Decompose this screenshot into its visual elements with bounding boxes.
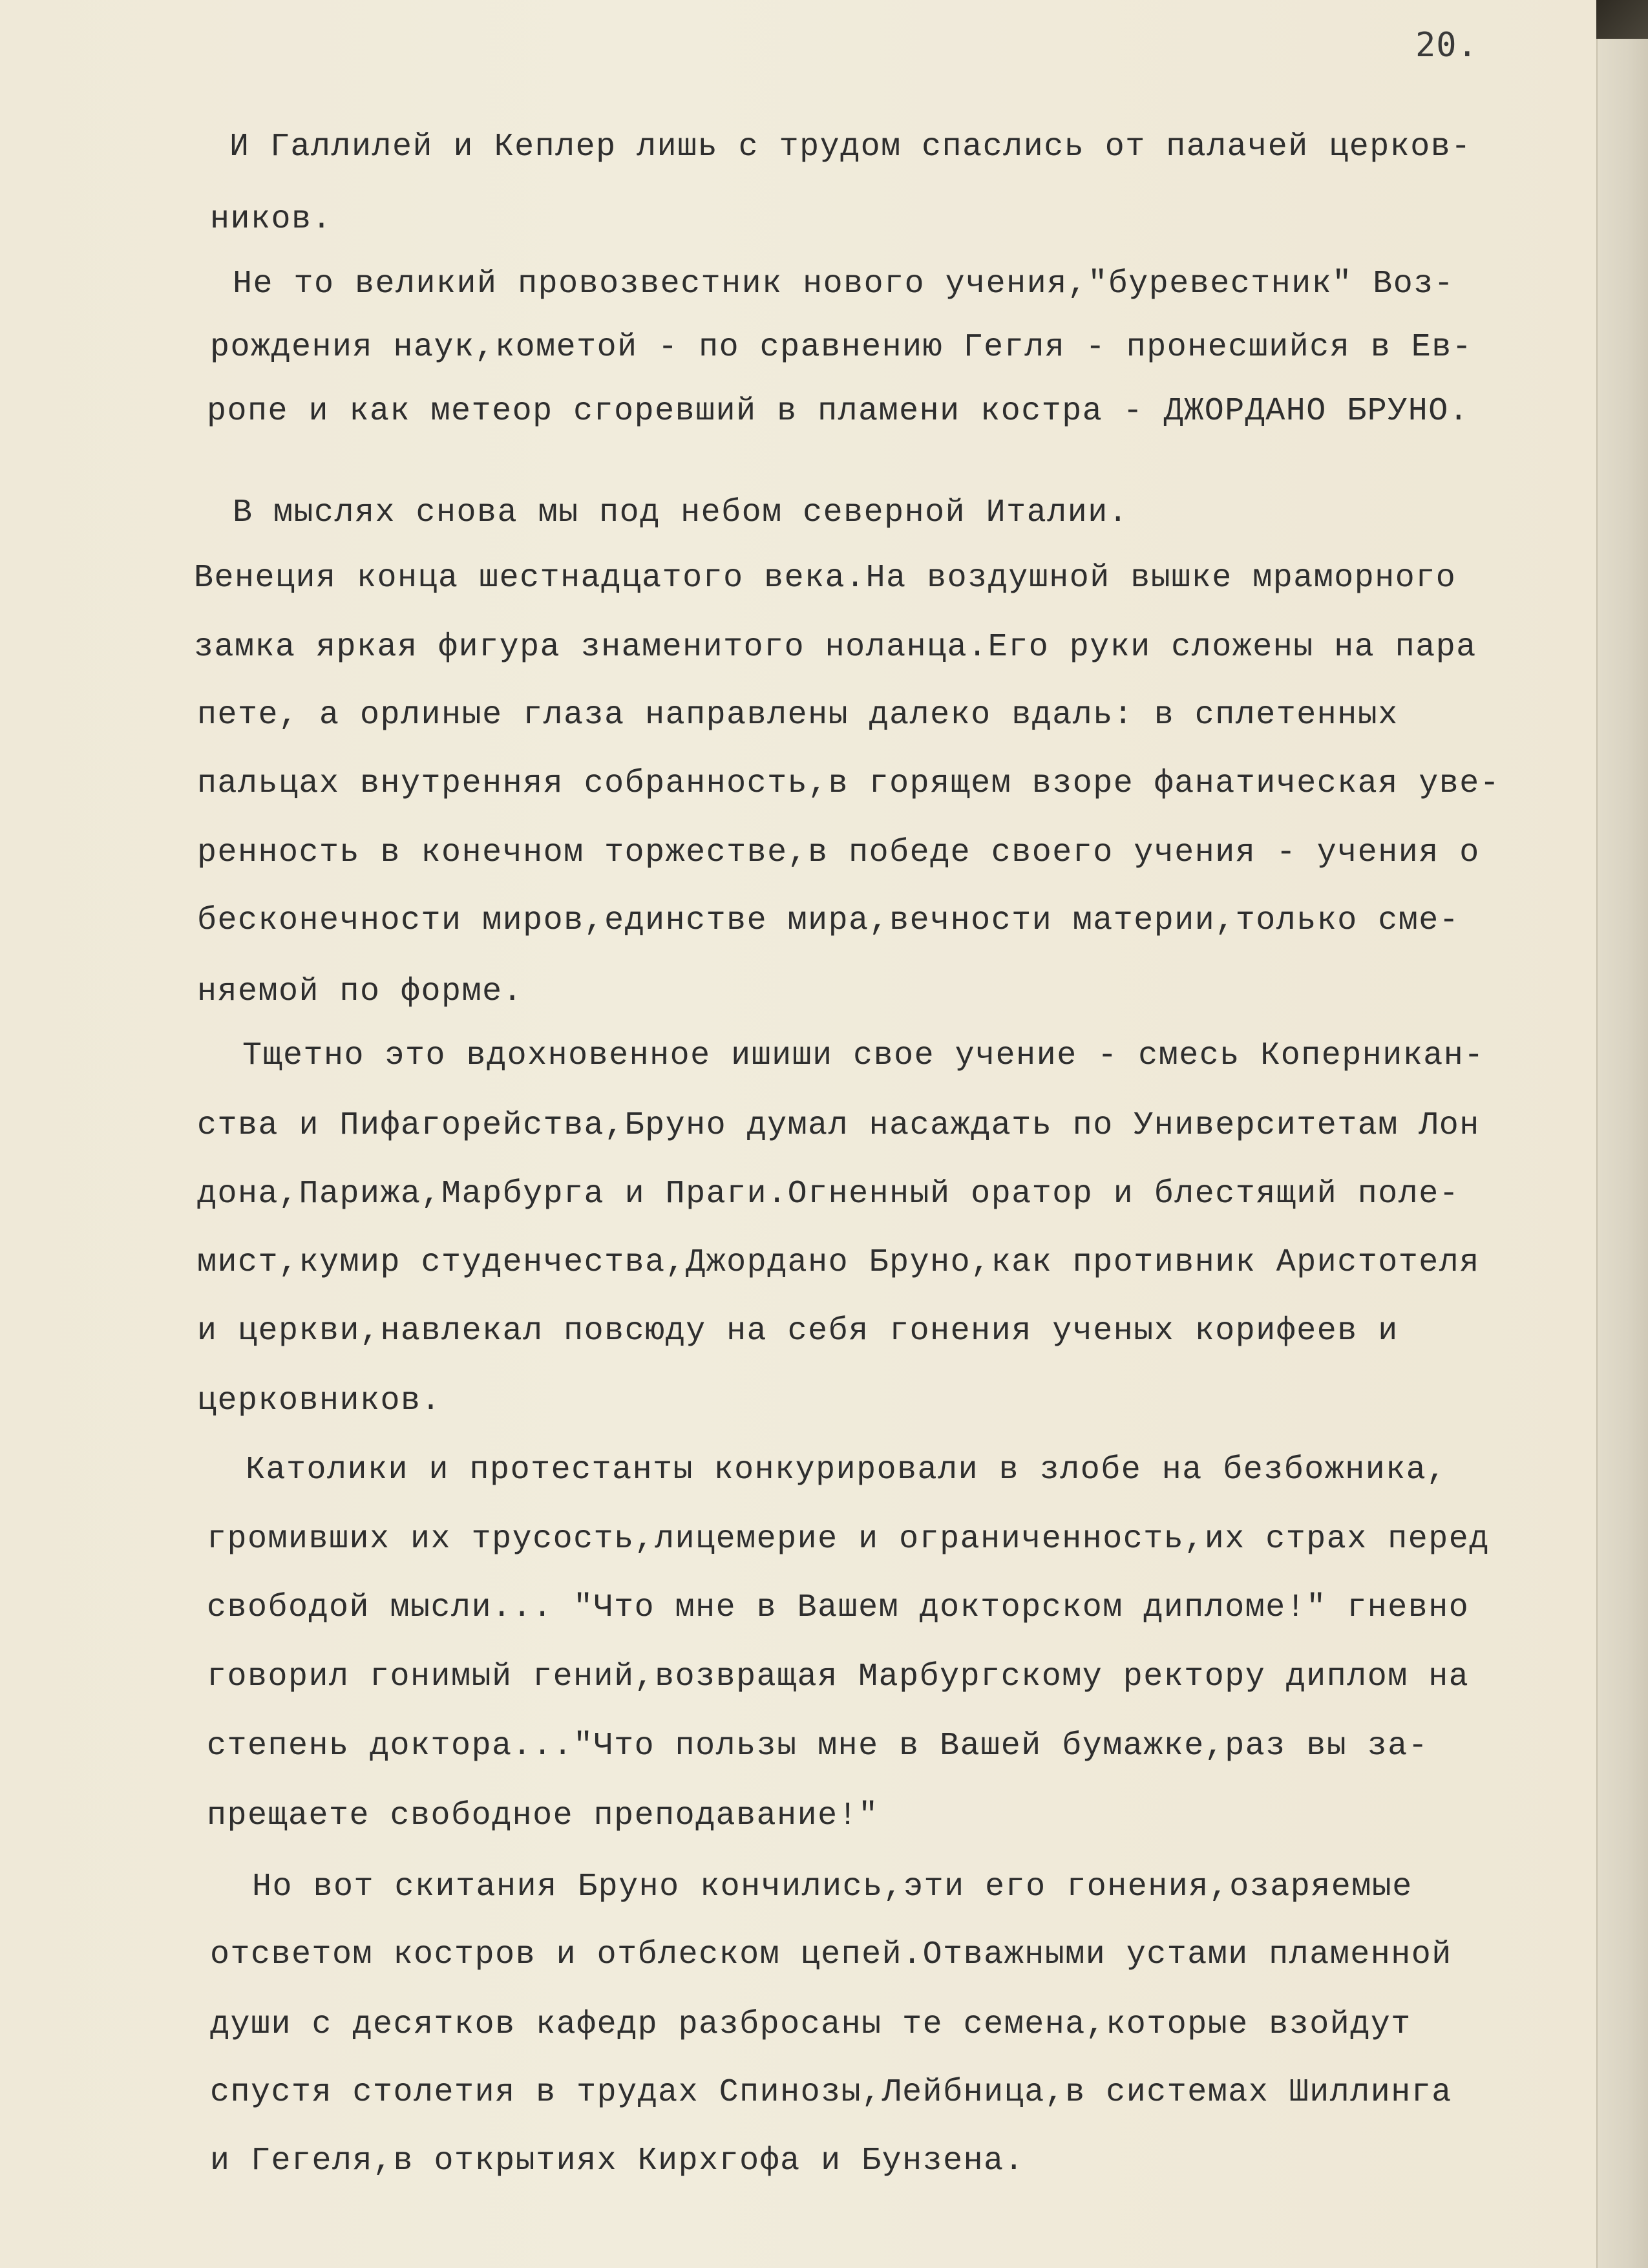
text-line-24: степень доктора..."Что пользы мне в Вашей бумажке,раз вы за- bbox=[207, 1728, 1429, 1765]
text-line-28: души с десятков кафедр разбросаны те семена,которые взойдут bbox=[210, 2006, 1411, 2043]
text-line-10: пальцах внутренняя собранность,в горящем взоре фанатическая уве- bbox=[197, 765, 1501, 802]
text-line-21: громивших их трусость,лицемерие и ограниченность,их страх перед bbox=[207, 1521, 1490, 1558]
text-line-7: Венеция конца шестнадцатого века.На воздушной вышке мраморного bbox=[194, 560, 1457, 597]
text-line-25: прещаете свободное преподавание!" bbox=[207, 1797, 879, 1834]
text-line-16: дона,Парижа,Марбурга и Праги.Огненный оратор и блестящий поле- bbox=[197, 1176, 1460, 1213]
text-line-9: пете, а орлиные глаза направлены далеко вдаль: в сплетенных bbox=[197, 697, 1399, 734]
text-line-6: В мыслях снова мы под небом северной Италии. bbox=[233, 494, 1129, 531]
text-line-19: церковников. bbox=[197, 1383, 442, 1419]
text-line-14: Тщетно это вдохновенное ишиши свое учение - смесь Коперникан- bbox=[242, 1037, 1484, 1074]
text-line-18: и церкви,навлекал повсюду на себя гонения ученых корифеев и bbox=[197, 1313, 1399, 1350]
text-line-26: Но вот скитания Бруно кончились,эти его гонения,озаряемые bbox=[252, 1869, 1413, 1905]
text-line-5: ропе и как метеор сгоревший в пламени костра - ДЖОРДАНО БРУНО. bbox=[207, 393, 1470, 430]
text-line-13: няемой по форме. bbox=[197, 973, 523, 1010]
text-line-20: Католики и протестанты конкурировали в злобе на безбожника, bbox=[246, 1452, 1447, 1489]
text-line-29: спустя столетия в трудах Спинозы,Лейбница,в системах Шиллинга bbox=[210, 2074, 1452, 2111]
text-line-8: замка яркая фигура знаменитого ноланца.Его руки сложены на пара bbox=[194, 629, 1477, 666]
text-line-11: ренность в конечном торжестве,в победе своего учения - учения о bbox=[197, 834, 1480, 871]
text-line-3: Не то великий провозвестник нового учения,"буревестник" Воз- bbox=[233, 266, 1455, 302]
text-line-1: И Галлилей и Кеплер лишь с трудом спаслись от палачей церков- bbox=[229, 129, 1472, 165]
text-line-4: рождения наук,кометой - по сравнению Гегля - пронесшийся в Ев- bbox=[210, 329, 1473, 366]
text-line-17: мист,кумир студенчества,Джордано Бруно,как противник Аристотеля bbox=[197, 1244, 1480, 1281]
text-line-2: ников. bbox=[210, 201, 333, 238]
text-line-22: свободой мысли... "Что мне в Вашем докторском дипломе!" гневно bbox=[207, 1589, 1470, 1626]
text-line-15: ства и Пифагорейства,Бруно думал насаждать по Университетам Лон bbox=[197, 1107, 1480, 1144]
text-line-30: и Гегеля,в открытиях Кирхгофа и Бунзена. bbox=[210, 2143, 1025, 2179]
page-edge bbox=[1596, 0, 1648, 2268]
corner-shadow bbox=[1596, 0, 1648, 39]
text-line-12: бесконечности миров,единстве мира,вечности материи,только сме- bbox=[197, 902, 1460, 939]
text-line-27: отсветом костров и отблеском цепей.Отважными устами пламенной bbox=[210, 1936, 1452, 1973]
page-number: 20. bbox=[1415, 26, 1478, 65]
text-line-23: говорил гонимый гений,возвращая Марбургскому ректору диплом на bbox=[207, 1659, 1470, 1695]
